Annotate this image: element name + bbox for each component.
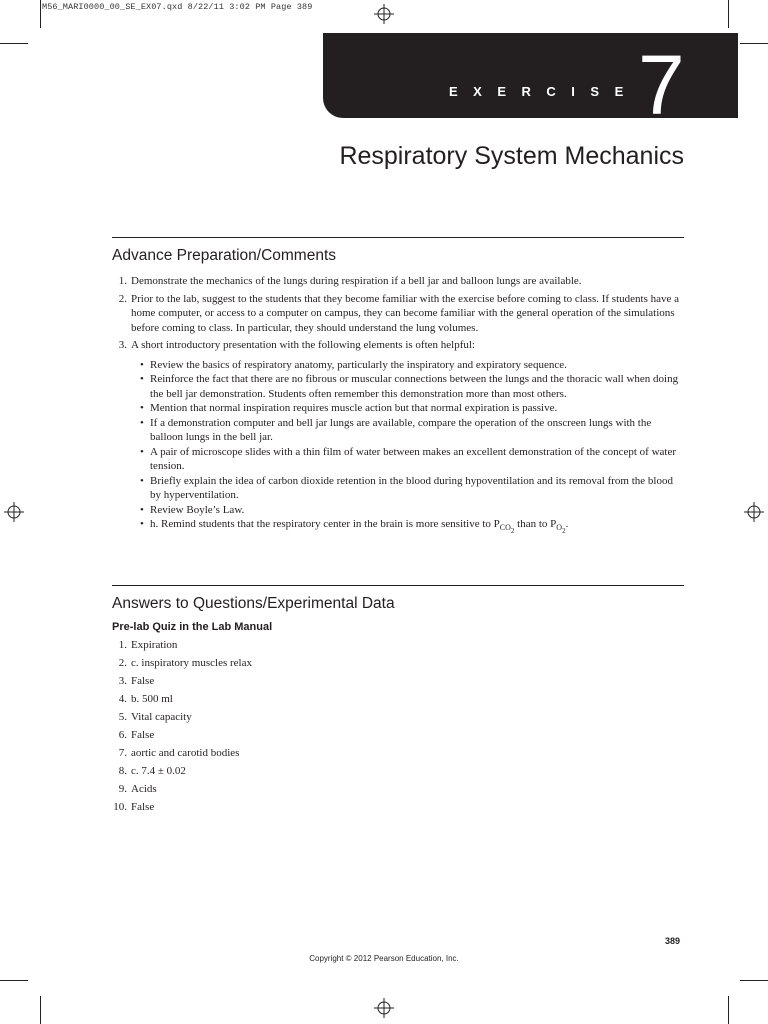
list-item — [112, 690, 412, 708]
list-item — [112, 636, 412, 654]
crop-mark — [0, 43, 28, 44]
bullet-item: • Reinforce the fact that there are no fibrous or muscular connections between the lungs and the thoracic wall when doing the bell jar demonstration. Students often remember this demonstration more than most others. — [140, 373, 679, 400]
subsection-heading: Pre-lab Quiz in the Lab Manual — [112, 621, 273, 633]
bullet-item: • Briefly explain the idea of carbon dioxide retention in the blood during hypoventilation and its removal from the blood by hyperventilation. — [140, 474, 673, 501]
file-slug: M56_MARI0000_00_SE_EX07.qxd 8/22/11 3:02 PM Page 389 — [42, 2, 313, 12]
item-number: 3. — [118, 675, 127, 687]
section-heading: Answers to Questions/Experimental Data — [112, 595, 395, 612]
crop-mark — [40, 0, 41, 28]
bullet-item: • If a demonstration computer and bell jar lungs are available, compare the operation of the onscreen lungs with the balloon lungs in the bell jar. — [140, 416, 652, 443]
registration-mark-icon — [374, 998, 394, 1018]
section-rule — [112, 237, 684, 238]
bullet-text: Review Boyle’s Law. — [150, 503, 245, 516]
crop-mark — [728, 996, 729, 1024]
item-text: c. inspiratory muscles relax — [131, 657, 252, 669]
item-text: False — [131, 675, 155, 687]
item-number: 3. — [118, 339, 127, 351]
list-item — [112, 744, 412, 762]
registration-mark-icon — [374, 4, 394, 24]
list-item — [112, 762, 412, 780]
bullet-text: Review the basics of respiratory anatomy, particularly the inspiratory and expiratory sequence. — [150, 358, 567, 371]
list-item — [112, 338, 684, 353]
section-rule — [112, 585, 684, 586]
answer-list — [112, 636, 412, 816]
item-text: False — [131, 801, 155, 813]
item-number: 9. — [118, 783, 127, 795]
crop-mark — [40, 996, 41, 1024]
list-item — [112, 654, 412, 672]
copyright-notice: Copyright © 2012 Pearson Education, Inc. — [309, 954, 459, 963]
item-text: A short introductory presentation with the following elements is often helpful: — [131, 339, 475, 351]
section-heading: Advance Preparation/Comments — [112, 247, 337, 264]
item-number: 10. — [113, 801, 127, 813]
page-number: 389 — [665, 936, 681, 946]
bullet-item: • h. Remind students that the respiratory center in the brain is more sensitive to $P_{CO2}$ than to $P_{O2}$. — [140, 518, 569, 535]
registration-mark-icon — [4, 502, 24, 522]
list-item — [112, 274, 684, 289]
exercise-number: 7 — [638, 38, 685, 132]
list-item — [112, 798, 412, 816]
bullet-list — [112, 356, 684, 533]
exercise-label: EXERCISE — [449, 84, 639, 99]
bullet-text: A pair of microscope slides with a thin film of water between makes an excellent demonstration of the concept of water tension. — [150, 445, 676, 472]
item-text: Demonstrate the mechanics of the lungs during respiration if a bell jar and balloon lungs are available. — [131, 275, 582, 287]
crop-mark — [740, 43, 768, 44]
list-item — [112, 292, 684, 336]
bullet-text: Briefly explain the idea of carbon dioxide retention in the blood during hypoventilation and its removal from the blood by hyperventilation. — [150, 474, 673, 501]
item-number: 2. — [118, 292, 127, 305]
item-text: c. 7.4 ± 0.02 — [131, 765, 186, 777]
item-number: 7. — [118, 747, 127, 759]
item-number: 1. — [118, 275, 127, 287]
bullet-text: If a demonstration computer and bell jar lungs are available, compare the operation of the onscreen lungs with the balloon lungs in the bell jar. — [150, 416, 652, 443]
item-number: 5. — [118, 711, 127, 723]
crop-mark — [0, 980, 28, 981]
item-text: Acids — [131, 783, 157, 795]
item-text: False — [131, 729, 155, 741]
crop-mark — [740, 980, 768, 981]
bullet-item: • Review the basics of respiratory anatomy, particularly the inspiratory and expiratory sequence. — [140, 358, 567, 371]
list-item — [112, 780, 412, 798]
item-number: 4. — [118, 693, 127, 705]
prep-list — [112, 274, 684, 533]
page-title: Respiratory System Mechanics — [339, 142, 684, 170]
item-number: 1. — [118, 639, 127, 651]
list-item — [112, 708, 412, 726]
crop-mark — [728, 0, 729, 28]
bullet-item: • Mention that normal inspiration requires muscle action but that normal expiration is passive. — [140, 402, 558, 414]
bullet-text: Mention that normal inspiration requires muscle action but that normal expiration is passive. — [150, 402, 558, 414]
item-text: b. 500 ml — [131, 693, 173, 705]
item-number: 8. — [118, 765, 127, 777]
list-item — [112, 672, 412, 690]
bullet-item: • Review Boyle’s Law. — [140, 503, 245, 516]
item-text: Prior to the lab, suggest to the students that they become familiar with the exercise before coming to class. If students have a home computer, or access to a computer on campus, they can become familiar with the general operation of the simulations before coming to class. In particular, they should understand the lung volumes. — [131, 292, 680, 334]
item-text: Expiration — [131, 639, 178, 651]
list-item — [112, 726, 412, 744]
bullet-text: h. Remind students that the respiratory center in the brain is more sensitive to P — [150, 518, 500, 530]
registration-mark-icon — [744, 502, 764, 522]
item-text: aortic and carotid bodies — [131, 747, 240, 759]
bullet-item: • A pair of microscope slides with a thin film of water between makes an excellent demonstration of the concept of water tension. — [140, 445, 676, 472]
bullet-text: Reinforce the fact that there are no fibrous or muscular connections between the lungs and the thoracic wall when doing the bell jar demonstration. Students often remember this demonstration more than most others. — [150, 373, 679, 400]
item-number: 6. — [118, 729, 127, 741]
item-text: Vital capacity — [131, 711, 192, 723]
item-number: 2. — [118, 657, 127, 669]
